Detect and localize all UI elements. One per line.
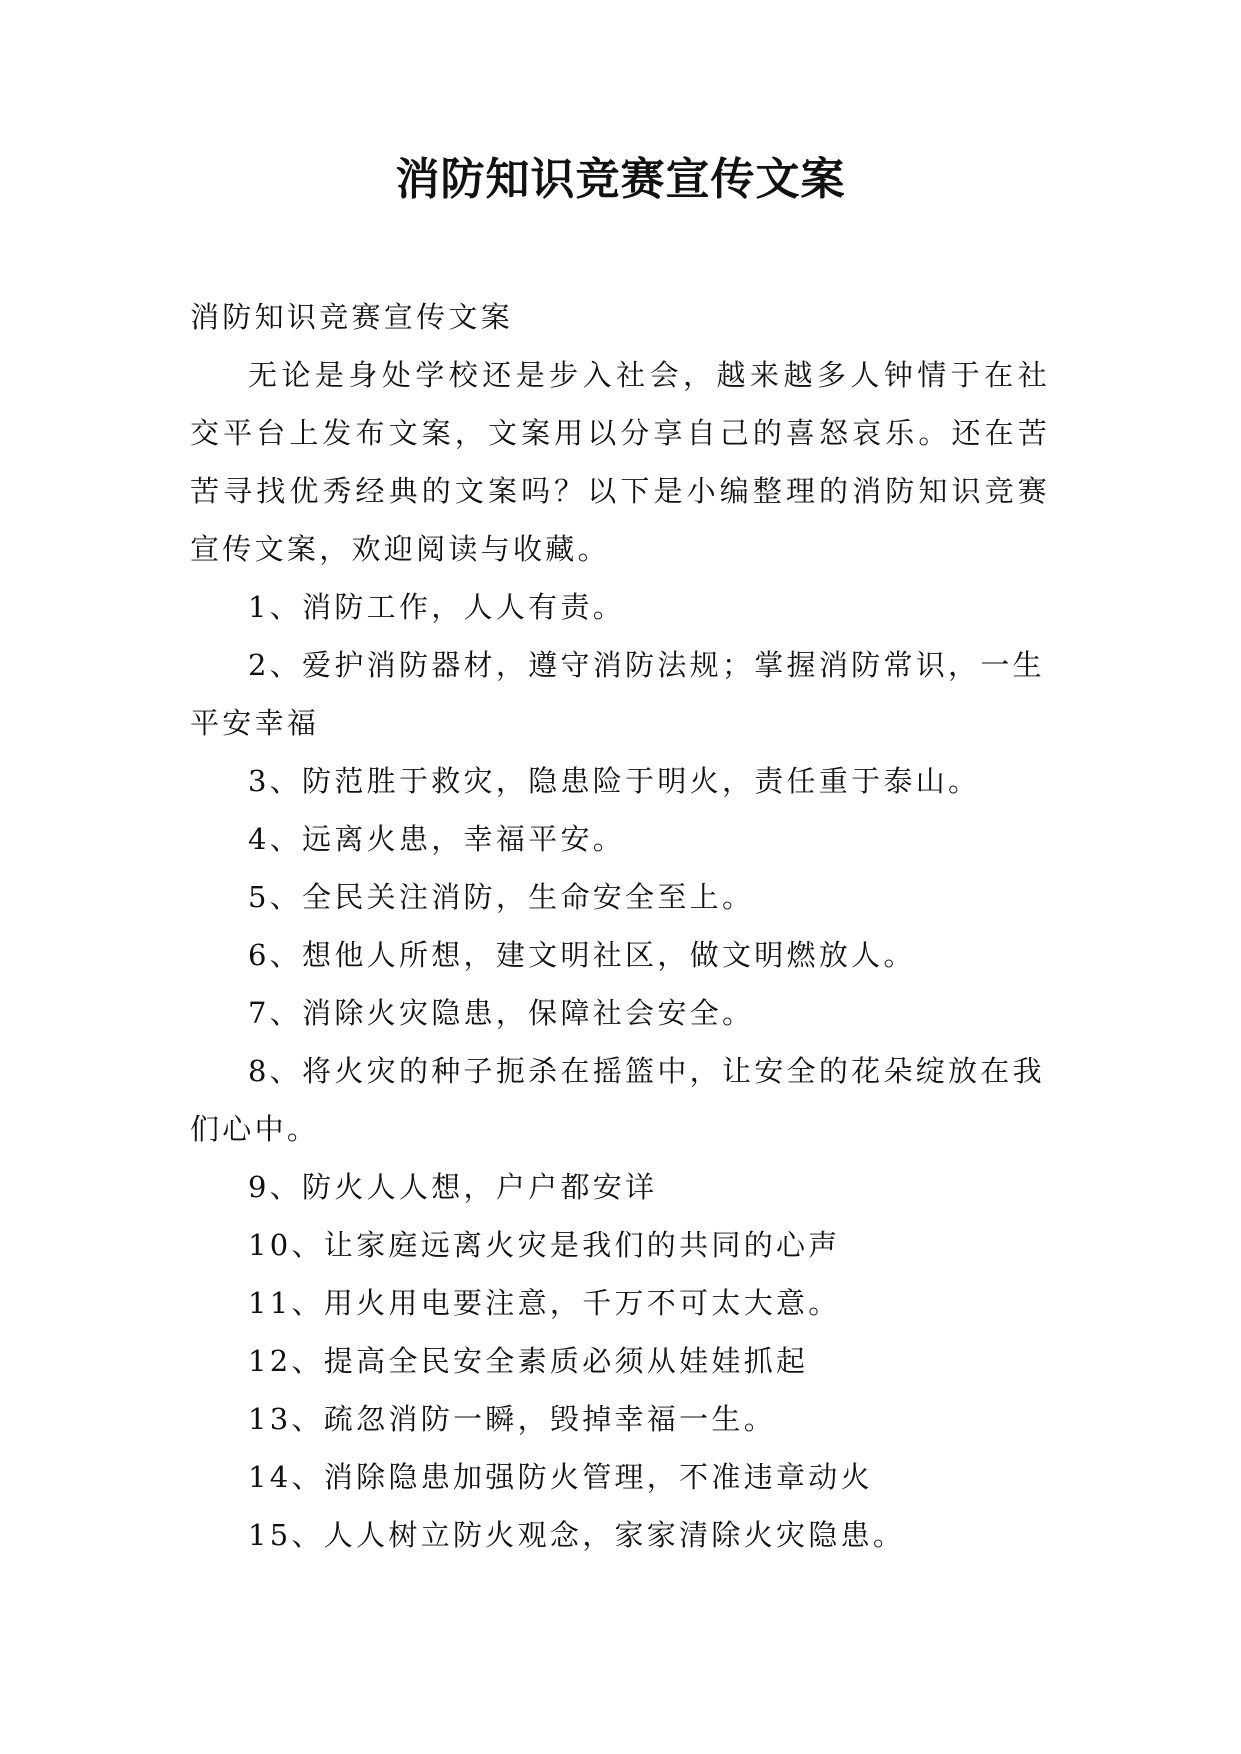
intro-paragraph: 无论是身处学校还是步入社会，越来越多人钟情于在社交平台上发布文案，文案用以分享自己的喜怒哀乐。还在苦苦寻找优秀经典的文案吗？以下是小编整理的消防知识竞赛宣传文案，欢迎阅读与收藏。 — [190, 358, 1050, 566]
list-item: 9、防火人人想，户户都安详 — [248, 1170, 658, 1204]
list-item: 4、远离火患，幸福平安。 — [248, 822, 626, 856]
document-subtitle: 消防知识竞赛宣传文案 — [190, 300, 514, 334]
list-item: 12、提高全民安全素质必须从娃娃抓起 — [248, 1344, 809, 1378]
list-item: 6、想他人所想，建文明社区，做文明燃放人。 — [248, 938, 916, 972]
list-item: 14、消除隐患加强防火管理，不准违章动火 — [248, 1460, 873, 1494]
list-item: 3、防范胜于救灾，隐患险于明火，责任重于泰山。 — [248, 764, 981, 798]
list-item: 2、爱护消防器材，遵守消防法规；掌握消防常识，一生平安幸福 — [190, 648, 1045, 740]
list-item: 11、用火用电要注意，千万不可太大意。 — [248, 1286, 841, 1320]
slogan-list — [190, 578, 1050, 1564]
list-item: 15、人人树立防火观念，家家清除火灾隐患。 — [248, 1518, 906, 1552]
list-item: 10、让家庭远离火灾是我们的共同的心声 — [248, 1228, 841, 1262]
document-body — [190, 288, 1050, 1564]
list-item: 1、消防工作，人人有责。 — [248, 590, 626, 624]
list-item: 13、疏忽消防一瞬，毁掉幸福一生。 — [248, 1402, 777, 1436]
list-item: 5、全民关注消防，生命安全至上。 — [248, 880, 755, 914]
list-item: 8、将火灾的种子扼杀在摇篮中，让安全的花朵绽放在我们心中。 — [190, 1054, 1045, 1146]
document-title: 消防知识竞赛宣传文案 — [395, 154, 846, 205]
list-item: 7、消除火灾隐患，保障社会安全。 — [248, 996, 755, 1030]
